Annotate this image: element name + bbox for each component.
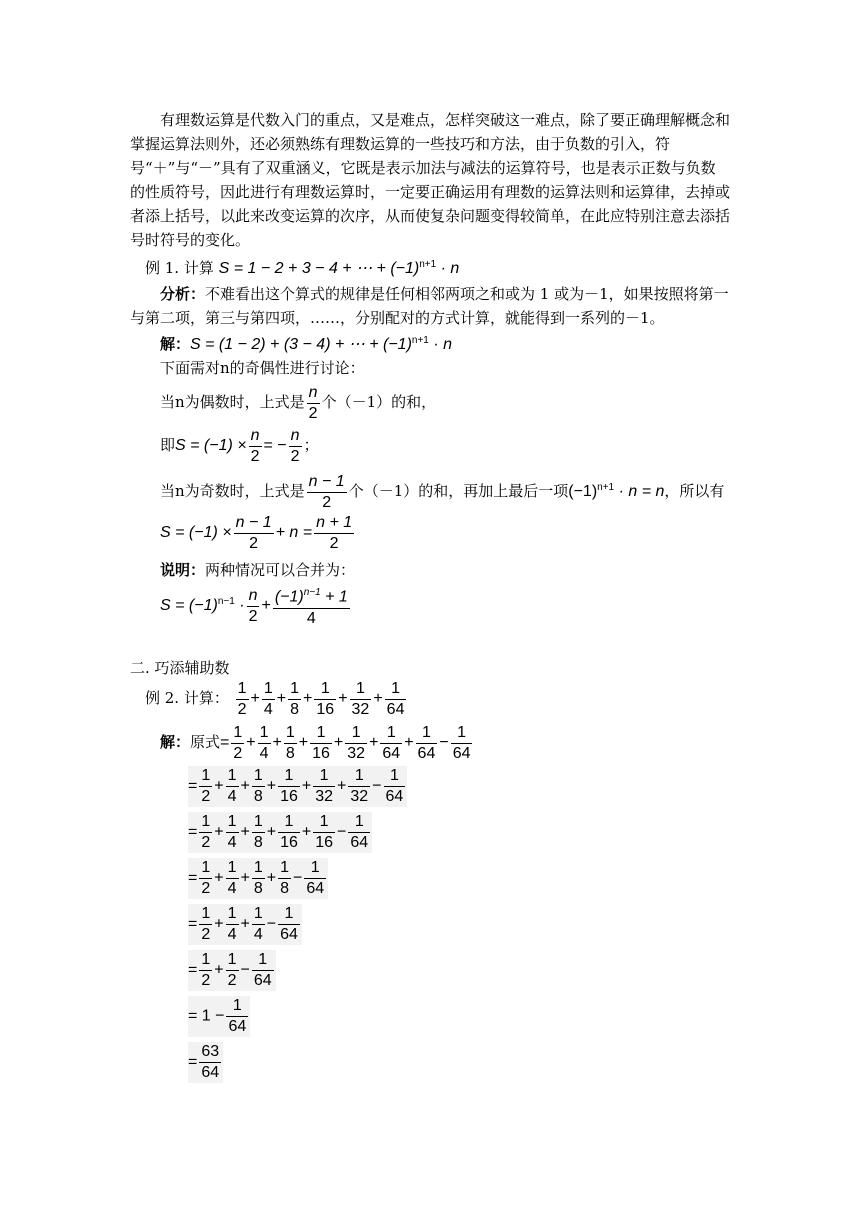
fraction-denominator: 2 [233,744,243,762]
solution-1-tail: · n [428,336,452,353]
operator: + [337,777,347,795]
odd-case-exponent: n+1 [597,482,615,493]
operator: + [250,690,260,707]
analysis-text: 不难看出这个算式的规律是任何相邻两项之和或为 1 或为－1，如果按照将第一与第二项，第三与第四项，……，分别配对的方式计算，就能得到一系列的－1。 [130,285,729,327]
fraction-denominator: 2 [249,534,259,552]
even-case-line [160,380,436,424]
fraction [226,950,239,991]
fraction-numerator: 1 [226,858,239,879]
fraction-numerator: 1 [252,766,265,787]
operator: + [369,734,379,751]
fraction-numerator: 1 [252,904,265,925]
operator: − [293,869,303,887]
operator: − [240,961,250,979]
fraction-denominator: 16 [312,744,330,762]
operator: + [338,690,348,707]
fraction-denominator: 16 [280,834,298,851]
odd-result-line [160,510,356,555]
merged-num-base: (−1) [274,588,304,606]
operator: + [214,961,224,979]
fraction-numerator: 1 [258,723,271,744]
fraction-numerator: 1 [314,679,336,700]
fraction-denominator: 64 [201,1064,220,1081]
example-1-label: 例 1. 计算 [145,259,214,277]
fraction-numerator: n − 1 [307,472,347,493]
fraction-numerator: 1 [226,950,239,971]
fraction-numerator: 1 [278,904,300,925]
fraction-numerator: 1 [451,723,473,744]
fraction-numerator: 1 [345,723,367,744]
merged-dot: · [234,597,245,614]
fraction-numerator: 1 [310,723,332,744]
even-result-formula: S = (−1) × [175,437,247,454]
odd-case-line [160,466,724,514]
fraction-denominator: 8 [280,880,289,897]
fraction [288,679,301,720]
operator: + [266,869,277,887]
note-text: 两种情况可以合并为： [205,561,356,579]
operator: + [303,690,313,707]
fraction-numerator: n [307,383,320,404]
merged-num-tail: + 1 [320,588,348,606]
operator: + [214,869,224,887]
note-label: 说明： [160,561,206,579]
fraction-denominator: 4 [253,926,263,943]
operator: + [214,915,224,933]
fraction [310,723,332,764]
operator: + [240,777,250,795]
odd-case-intro: 当n为奇数时，上式是 [160,482,305,500]
fraction [231,723,244,764]
operator: = 1 − [188,1007,225,1025]
fraction-denominator: 16 [280,788,298,805]
fraction-numerator: 1 [278,812,300,833]
note-line [160,560,355,580]
fraction-denominator: 2 [227,972,237,989]
intro-paragraph: 有理数运算是代数入门的重点，又是难点，怎样突破这一难点，除了要正确理解概念和掌握运算法则外，还必须熟练有理数运算的一些技巧和方法，由于负数的引入，符号“＋”与“－”具有了双重涵义，它既是表示加法与减法的运算符号，也是表示正数与负数的性质符号，因此进行有理数运算时，一定要正确运用有理数的运算法则和运算律，去掉或者添上括号，以此来改变运算的次序，从而使复杂问题变得较简单，在此应特别注意去添括号时符号的变化。 [130,111,731,249]
fraction-denominator: 2 [201,880,211,897]
fraction [380,723,402,764]
fraction-denominator: 2 [248,607,258,625]
fraction [345,723,367,764]
fraction [278,858,291,899]
fraction-denominator: 64 [280,926,298,943]
even-case-tail: 个（－1）的和， [321,393,437,411]
fraction [252,766,265,807]
fraction [199,858,212,899]
fraction-n-plus-1-over-2 [314,513,354,554]
fraction-numerator: 1 [252,950,274,971]
fraction-denominator: 2 [290,447,300,465]
solution-1-label: 解： [160,335,191,353]
solution-2-step-0 [220,723,474,762]
operator: − [372,777,382,795]
operator: + [333,734,344,751]
odd-result-formula: S = (−1) × [160,524,232,541]
fraction-numerator: 1 [384,766,406,787]
solution-2-step-7 [188,1042,223,1083]
fraction-denominator: 32 [351,700,370,718]
fraction [252,904,265,945]
fraction-numerator: n − 1 [234,513,274,534]
operator: = [188,915,198,933]
fraction-numerator: 1 [385,679,407,700]
operator: + [246,734,256,751]
fraction-numerator: 1 [262,679,275,700]
fraction-denominator: 4 [259,744,269,762]
solution-2-step-5 [188,950,276,991]
fraction-numerator: 1 [252,858,265,879]
operator: = [188,961,198,979]
fraction [350,679,372,720]
odd-result-plus: + n = [275,524,313,541]
fraction-numerator: 1 [226,904,239,925]
fraction-numerator: 1 [416,723,438,744]
operator: + [240,915,250,933]
fraction [226,766,239,807]
fraction-denominator: 8 [253,788,263,805]
merged-formula-line [160,578,352,630]
fraction [226,996,248,1037]
fraction-numerator: 1 [199,812,212,833]
fraction [416,723,438,764]
fraction-numerator: n [247,586,260,607]
fraction [226,812,239,853]
fraction-denominator: 8 [253,834,263,851]
operator: + [266,777,277,795]
odd-case-tail: ，所以有 [664,482,725,500]
fraction-denominator: 2 [308,404,318,422]
fraction [252,812,265,853]
fraction-numerator: 1 [288,679,301,700]
fraction-numerator: 1 [348,766,370,787]
solution-1-formula: S = (1 − 2) + (3 − 4) + ⋯ + (−1) [190,336,412,353]
operator: + [272,734,282,751]
operator: − [337,823,347,841]
fraction-denominator: 8 [253,880,263,897]
even-result-prefix: 即 [160,436,176,454]
fraction-numerator [273,583,350,608]
operator: − [439,734,449,751]
fraction [199,812,212,853]
fraction-denominator: 2 [201,788,211,805]
solution-2-step-1 [188,766,407,807]
operator: + [373,690,383,707]
operator: + [266,823,277,841]
solution-2-line [160,720,474,765]
fraction-numerator: 1 [226,812,239,833]
odd-case-term-tail: · n = n [614,483,665,500]
fraction [199,950,212,991]
odd-case-term: (−1) [568,483,598,500]
fraction-denominator: 4 [227,926,237,943]
fraction-denominator: 64 [228,1018,247,1035]
fraction-n-minus-1-over-2 [234,513,274,554]
fraction-merged [273,583,350,628]
fraction-numerator: 1 [199,858,212,879]
example-2-line [145,676,408,721]
fraction-numerator: 1 [236,679,249,700]
solution-2-label: 解： [160,733,191,751]
fraction-denominator: 2 [201,926,211,943]
operator: + [404,734,414,751]
example-1-line [145,255,459,279]
example-1-formula: S = 1 − 2 + 3 − 4 + ⋯ + (−1) [218,260,420,277]
fraction [384,766,406,807]
fraction-denominator: 4 [263,700,273,718]
fraction-denominator: 2 [201,834,211,851]
fraction-denominator: 32 [347,744,366,762]
solution-1-line [160,331,452,355]
fraction [278,766,300,807]
even-result-equals: = − [263,437,287,454]
operator: = [188,823,198,841]
fraction-numerator: 1 [199,950,212,971]
fraction-denominator: 4 [227,788,237,805]
solution-1-exponent: n+1 [411,335,429,346]
operator: = [220,734,230,751]
fraction [236,679,249,720]
operator: + [214,777,224,795]
fraction-denominator: 4 [306,609,316,627]
fraction-denominator: 64 [452,744,471,762]
operator: + [240,823,250,841]
example-2-expression [234,679,409,718]
fraction-n-over-2 [249,426,262,467]
fraction-denominator: 2 [329,534,339,552]
fraction-denominator: 8 [290,700,300,718]
fraction-denominator: 32 [350,788,369,805]
operator: + [301,823,312,841]
merged-formula: S = (−1) [160,597,218,614]
section-2-heading: 二. 巧添辅助数 [130,659,230,677]
fraction [313,766,335,807]
operator: + [240,869,250,887]
fraction [348,766,370,807]
fraction-numerator: 1 [348,812,370,833]
fraction [284,723,297,764]
fraction [348,812,370,853]
fraction-numerator: n [289,426,302,447]
fraction [252,858,265,899]
fraction [313,812,335,853]
fraction-numerator: 1 [313,812,335,833]
fraction [314,679,336,720]
example-2-label: 例 2. 计算： [145,689,229,707]
fraction-n-minus-1-over-2 [307,472,347,513]
example-1-formula-exponent: n+1 [419,259,437,270]
analysis-label: 分析： [160,285,206,303]
fraction-numerator: 1 [313,766,335,787]
fraction-denominator: 16 [316,700,335,718]
fraction-numerator: 63 [199,1042,221,1063]
even-result-line: 即S = (−1) × $\frac{n}{2}$ = − $\frac{n}{2}$ ； [160,426,319,465]
fraction-numerator: 1 [226,996,248,1017]
fraction [262,679,275,720]
fraction [278,812,300,853]
operator: + [214,823,224,841]
analysis-paragraph [130,282,730,330]
solution-2-step-6 [188,996,250,1037]
fraction-denominator: 2 [250,447,260,465]
fraction-numerator: 1 [252,812,265,833]
fraction-denominator: 2 [201,972,211,989]
fraction [451,723,473,764]
fraction-numerator: 1 [231,723,244,744]
fraction-numerator: 1 [350,679,372,700]
solution-2-word: 原式 [190,733,221,751]
fraction [226,904,239,945]
fraction [258,723,271,764]
fraction-numerator: n + 1 [314,513,354,534]
fraction [226,858,239,899]
fraction-numerator: 1 [278,858,291,879]
fraction-denominator: 64 [417,744,436,762]
operator: − [266,915,277,933]
fraction-n-over-2 [307,383,320,424]
fraction-numerator: 1 [278,766,300,787]
fraction-denominator: 32 [315,788,334,805]
fraction-numerator: 1 [226,766,239,787]
even-case-intro: 当n为偶数时，上式是 [160,393,305,411]
fraction-denominator: 2 [322,493,332,511]
operator: = [188,777,198,795]
solution-2-step-2 [188,812,372,853]
example-1-formula-tail: · n [436,260,460,277]
fraction-numerator: 1 [304,858,326,879]
fraction-numerator: 1 [380,723,402,744]
fraction-denominator: 64 [385,788,404,805]
fraction-denominator: 4 [227,834,237,851]
fraction [385,679,407,720]
operator: = [188,1053,198,1071]
solution-2-step-3 [188,858,328,899]
fraction-denominator: 64 [386,700,405,718]
operator: + [298,734,309,751]
fraction-denominator: 2 [237,700,247,718]
solution-2-step-4 [188,904,302,945]
fraction-denominator: 4 [227,880,237,897]
fraction-numerator: n [249,426,262,447]
fraction [278,904,300,945]
operator: + [276,690,287,707]
fraction [304,858,326,899]
odd-case-middle: 个（－1）的和，再加上最后一项 [348,482,569,500]
fraction-denominator: 16 [315,834,334,851]
merged-num-exponent: n−1 [303,587,321,599]
operator: = [188,869,198,887]
fraction-denominator: 64 [382,744,401,762]
fraction-numerator: 1 [199,904,212,925]
fraction [252,950,274,991]
merged-plus: + [261,597,271,614]
fraction [199,1042,221,1083]
fraction-numerator: 1 [284,723,297,744]
fraction-denominator: 8 [285,744,295,762]
fraction-denominator: 64 [306,880,325,897]
operator: + [301,777,312,795]
fraction [199,904,212,945]
merged-exponent: n−1 [217,596,235,607]
fraction-denominator: 64 [350,834,369,851]
fraction-n-over-2 [289,426,302,467]
fraction-numerator: 1 [199,766,212,787]
fraction [199,766,212,807]
fraction-n-over-2 [247,586,260,627]
fraction-denominator: 64 [253,972,272,989]
discussion-line: 下面需对n的奇偶性进行讨论： [160,359,365,377]
